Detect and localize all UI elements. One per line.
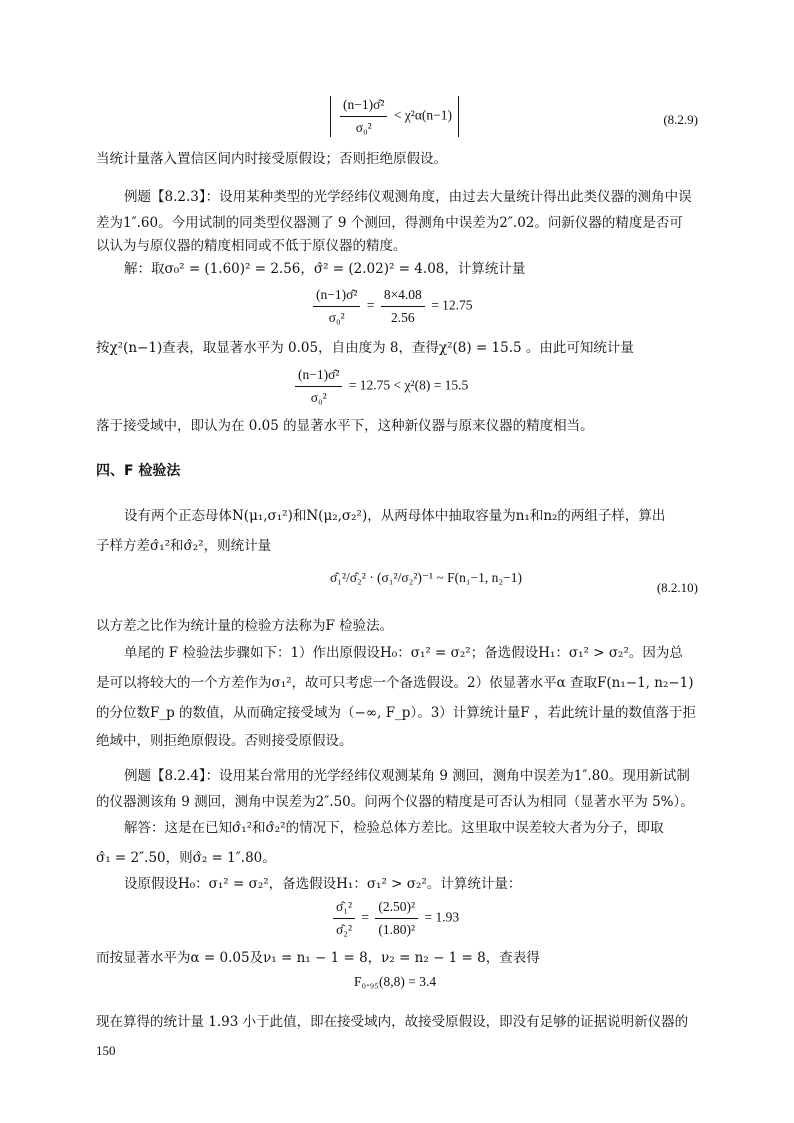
result: = 1.93 [424,909,460,925]
denominator: 2.56 [391,310,415,325]
solution-line: 设原假设H₀：σ₁² = σ₂²，备选假设H₁：σ₁² > σ₂²。计算统计量： [124,876,522,892]
example-line: 的仪器测该角 9 测回，测角中误差为2″.50。问两个仪器的精度是可否认为相同（显著水平为 5%）。 [96,794,694,810]
rhs: < χ²α(n−1) [393,107,453,123]
bracket-expression [330,96,459,137]
solution-line: σ̂₁ = 2″.50，则σ̂₂ = 1″.80。 [96,850,276,866]
solution-line: 落于接受域中，即认为在 0.05 的显著水平下，这种新仪器与原来仪器的精度相当。 [96,418,594,434]
result: = 12.75 < χ²(8) = 15.5 [348,377,469,393]
solution-line: 按χ²(n−1)查表，取显著水平为 0.05，自由度为 8，查得χ²(8) = 15.5 。由此可知统计量 [96,340,634,356]
equation-8-2-9 [330,96,459,137]
example-line: 例题【8.2.3】：设用某种类型的光学经纬仪观测角度，由过去大量统计得出此类仪器的测角中误 [124,189,692,205]
equation [292,366,468,407]
equation-label: (8.2.9) [663,112,698,127]
denominator: σ̂₂² [336,922,353,937]
example-line: 例题【8.2.4】：设用某台常用的光学经纬仪观测某角 9 测回，测角中误差为1″.80。现用新试制 [124,768,690,784]
numerator: (n−1)σ̂² [340,96,387,117]
paragraph: 当统计量落入置信区间内时接受原假设；否则拒绝原假设。 [96,151,447,167]
denominator: σ₀² [310,390,327,405]
paragraph-line: 绝域中，则拒绝原假设。否则接受原假设。 [96,733,353,749]
solution-line: 解答：这是在已知σ̂₁²和σ̂₂²的情况下，检验总体方差比。这里取中误差较大者为分子，即取 [124,820,664,836]
numerator: (n−1)σ̂² [295,366,342,387]
fraction [340,96,387,137]
page-number: 150 [96,1043,116,1058]
solution-line: 解：取σ₀² = (1.60)² = 2.56，σ̂² = (2.02)² = 4.08，计算统计量 [124,261,526,277]
equation: $\frac{\text{σ̂₁²}}{\text{σ̂₂²}}$ = $\frac{\text{(2.50)²}}{\text{(1.80)²}}$ = 1.93 [330,898,459,939]
solution-line: 现在算得的统计量 1.93 小于此值，即在接受域内，故接受原假设，即没有足够的证据说明新仪器的 [96,1014,689,1030]
numerator: 8×4.08 [381,286,425,307]
numerator: (n−1)σ̂² [313,286,360,307]
numerator: (2.50)² [375,898,418,919]
equation: $\frac{\text{(n−1)σ̂²}}{\text{σ₀²}}$ = $\frac{8\times 4.08}{2.56}$ = 12.75 [310,286,473,327]
rhs: ~ F(n₁−1, n₂−1) [436,570,522,585]
result: = 12.75 [431,297,473,313]
denominator: (1.80)² [378,922,416,937]
equation: F₀.₉₅(8,8) = 3.4 [354,974,437,989]
paragraph-line: 设有两个正态母体N(μ₁,σ₁²)和N(μ₂,σ₂²)，从两母体中抽取容量为n₁和n₂的两组子样，算出 [124,508,666,524]
example-line: 差为1″.60。今用试制的同类型仪器测了 9 个测回，得测角中误差为2″.02。问新仪器的精度是否可 [96,215,683,231]
numerator: σ̂₁² [333,898,355,919]
denominator: σ₀² [355,120,372,135]
example-line: 以认为与原仪器的精度相同或不低于原仪器的精度。 [96,238,407,254]
section-heading: 四、F 检验法 [96,463,181,479]
paragraph-line: 子样方差σ̂₁²和σ̂₂²，则统计量 [96,538,272,554]
equation-label: (8.2.10) [656,580,698,595]
lhs: σ̂₁²/σ̂₂² · (σ₁²/σ₂²)⁻¹ [330,570,434,585]
paragraph-line: 单尾的 F 检验法步骤如下：1）作出原假设H₀：σ₁² = σ₂²；备选假设H₁：σ₁² > σ₂²。因为总 [124,645,683,661]
paragraph-line: 是可以将较大的一个方差作为σ₁²，故可只考虑一个备选假设。2）依显著水平α 查取F(n₁−1, n₂−1) [96,675,694,691]
equation-8-2-10 [330,570,522,586]
solution-line: 而按显著水平为α = 0.05及ν₁ = n₁ − 1 = 8，ν₂ = n₂ − 1 = 8，查表得 [96,950,540,966]
paragraph-line: 的分位数F_p 的数值，从而确定接受域为（−∞, F_p）。3）计算统计量F ，若此统计量的数值落于拒 [96,705,696,721]
denominator: σ₀² [328,310,345,325]
paragraph-line: 以方差之比作为统计量的检验方法称为F 检验法。 [96,618,394,634]
